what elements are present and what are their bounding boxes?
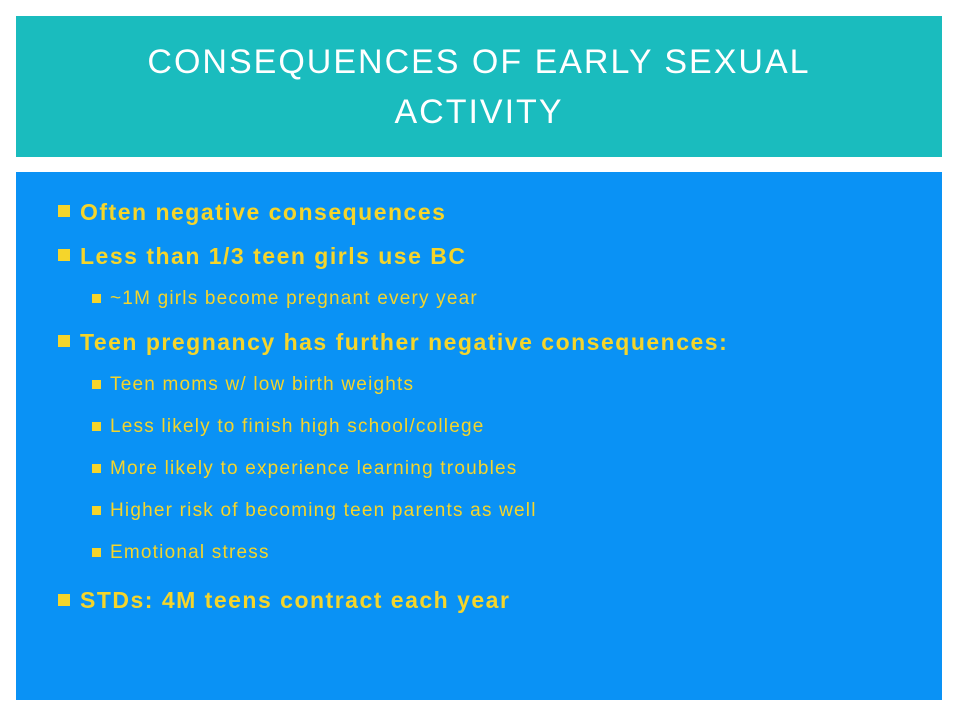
slide-title: CONSEQUENCES OF EARLY SEXUAL ACTIVITY (147, 42, 811, 131)
bullet-item (16, 234, 942, 278)
square-bullet-icon (92, 294, 101, 303)
bullet-list (16, 190, 942, 622)
square-bullet-icon (58, 335, 70, 347)
sub-bullet-item (16, 532, 942, 574)
bullet-text: Teen pregnancy has further negative consequences: (80, 329, 729, 355)
sub-bullet-item (16, 448, 942, 490)
sub-bullet-item (16, 406, 942, 448)
sub-bullet-text: More likely to experience learning troubles (110, 458, 518, 479)
square-bullet-icon (92, 380, 101, 389)
square-bullet-icon (58, 205, 70, 217)
sub-bullet-text: Emotional stress (110, 542, 270, 563)
bullet-item (16, 320, 942, 364)
square-bullet-icon (58, 249, 70, 261)
bullet-item (16, 574, 942, 622)
square-bullet-icon (92, 422, 101, 431)
sub-bullet-item (16, 364, 942, 406)
bullet-text: STDs: 4M teens contract each year (80, 587, 511, 613)
sub-bullet-text: Teen moms w/ low birth weights (110, 374, 415, 395)
sub-bullet-text: Less likely to finish high school/college (110, 416, 485, 437)
sub-bullet-text: Higher risk of becoming teen parents as well (110, 500, 537, 521)
square-bullet-icon (92, 464, 101, 473)
bullet-text: Often negative consequences (80, 199, 447, 225)
square-bullet-icon (58, 594, 70, 606)
bullet-item (16, 190, 942, 234)
square-bullet-icon (92, 506, 101, 515)
content-panel (16, 172, 942, 700)
sub-bullet-text: ~1M girls become pregnant every year (110, 288, 478, 309)
square-bullet-icon (92, 548, 101, 557)
sub-bullet-item (16, 278, 942, 320)
bullet-text: Less than 1/3 teen girls use BC (80, 243, 467, 269)
sub-bullet-item (16, 490, 942, 532)
title-bar (16, 16, 942, 157)
